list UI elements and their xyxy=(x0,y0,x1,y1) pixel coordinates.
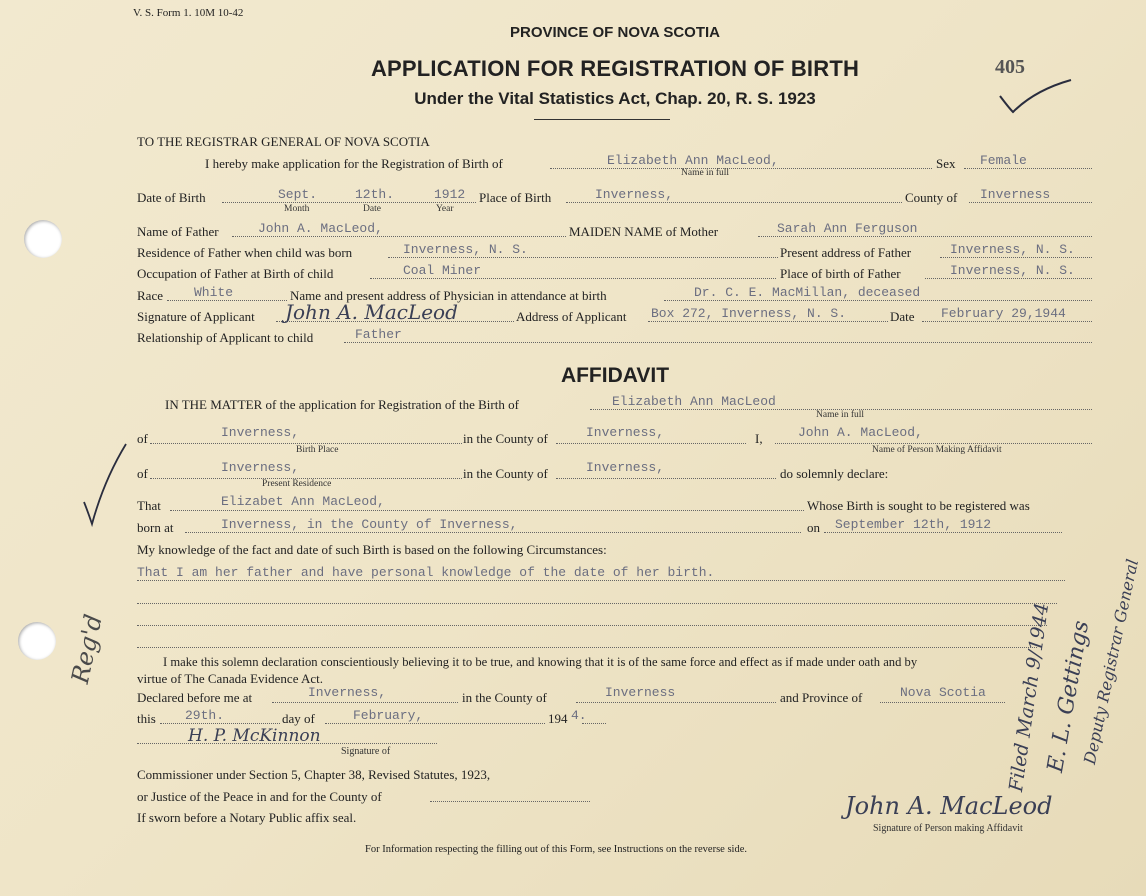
header-rule xyxy=(534,119,670,120)
form-title: APPLICATION FOR REGISTRATION OF BIRTH xyxy=(370,56,860,81)
date-caption: Date xyxy=(363,204,381,214)
notary-text: If sworn before a Notary Public affix seal. xyxy=(137,810,357,825)
province-value: Nova Scotia xyxy=(900,685,986,700)
affidavit-name-value: Elizabeth Ann MacLeod xyxy=(612,394,776,409)
child-name-value: Elizabeth Ann MacLeod, xyxy=(607,153,779,168)
month-caption: Month xyxy=(284,204,310,214)
declared-county-value: Inverness xyxy=(605,685,676,700)
physician-label: Name and present address of Physician in attendance at birth xyxy=(290,288,607,303)
sex-value: Female xyxy=(980,153,1027,168)
relationship-label: Relationship of Applicant to child xyxy=(137,330,314,345)
registered-note: Reg'd xyxy=(66,611,108,686)
form-subtitle: Under the Vital Statistics Act, Chap. 20, R. S. 1923 xyxy=(414,89,816,108)
knowledge-text: My knowledge of the fact and date of such Birth is based on the following Circumstances: xyxy=(137,542,607,557)
present-residence-caption: Present Residence xyxy=(262,479,332,489)
in-county-label-1: in the County of xyxy=(463,431,548,446)
in-county-label-2: in the County of xyxy=(463,466,548,481)
punch-hole-top xyxy=(24,220,62,258)
solemn-text-1: I make this solemn declaration conscientiously believing it to be true, and knowing that it is of the same force and effect as if made under oath and by xyxy=(163,655,918,669)
month-value: February, xyxy=(353,708,424,723)
pob-label: Place of Birth xyxy=(479,190,552,205)
present-residence-value: Inverness, xyxy=(221,460,300,475)
whose-birth-text: Whose Birth is sought to be registered was xyxy=(807,498,1030,513)
occupation-label: Occupation of Father at Birth of child xyxy=(137,266,334,281)
year-caption: Year xyxy=(436,204,454,214)
applicant-signature: John A. MacLeod xyxy=(285,300,458,324)
affiant-signature: John A. MacLeod xyxy=(845,792,1053,820)
form-number: 405 xyxy=(995,56,1025,78)
commissioner-text: Commissioner under Section 5, Chapter 38, Revised Statutes, 1923, xyxy=(137,767,491,782)
father-birthplace-value: Inverness, N. S. xyxy=(950,263,1075,278)
county-label: County of xyxy=(905,190,958,205)
of-label-2: of xyxy=(137,466,148,481)
name-in-full-caption: Name in full xyxy=(681,168,730,178)
deputy-title: Deputy Registrar General xyxy=(1080,557,1143,766)
residence-label: Residence of Father when child was born xyxy=(137,245,353,260)
commissioner-signature: H. P. McKinnon xyxy=(188,726,321,746)
affiant-caption: Name of Person Making Affidavit xyxy=(872,445,1002,455)
dob-label: Date of Birth xyxy=(137,190,206,205)
form-id: V. S. Form 1. 10M 10-42 xyxy=(133,7,244,19)
i-label: I, xyxy=(755,431,763,446)
affiant-signature-caption: Signature of Person making Affidavit xyxy=(873,823,1023,834)
county-value: Inverness xyxy=(980,187,1051,202)
filed-note: Filed March 9/1944 xyxy=(1005,601,1054,794)
declared-label: Declared before me at xyxy=(137,690,253,705)
mother-value: Sarah Ann Ferguson xyxy=(777,221,918,236)
born-at-label: born at xyxy=(137,520,174,535)
father-value: John A. MacLeod, xyxy=(258,221,383,236)
residence-value: Inverness, N. S. xyxy=(403,242,528,257)
that-name-value: Elizabet Ann MacLeod, xyxy=(221,494,385,509)
date-label: Date xyxy=(890,309,915,324)
present-address-value: Inverness, N. S. xyxy=(950,242,1075,257)
solemn-text-2: virtue of The Canada Evidence Act. xyxy=(137,671,324,686)
province-label: and Province of xyxy=(780,690,863,705)
year-prefix: 194 xyxy=(548,711,568,726)
birth-place-caption: Birth Place xyxy=(296,445,339,455)
affidavit-heading: AFFIDAVIT xyxy=(560,364,670,387)
this-label: this xyxy=(137,711,156,726)
occupation-value: Coal Miner xyxy=(403,263,482,278)
justice-text: or Justice of the Peace in and for the County of xyxy=(137,789,382,804)
year-digit-value: 4. xyxy=(571,708,587,723)
sex-label: Sex xyxy=(936,156,956,171)
physician-value: Dr. C. E. MacMillan, deceased xyxy=(694,285,921,300)
pob-value: Inverness, xyxy=(595,187,674,202)
signature-of-caption: Signature of xyxy=(341,746,391,757)
dob-date: 12th. xyxy=(355,187,395,202)
addressee: TO THE REGISTRAR GENERAL OF NOVA SCOTIA xyxy=(137,134,430,149)
in-county-label-3: in the County of xyxy=(462,690,547,705)
of-label-1: of xyxy=(137,431,148,446)
present-address-label: Present address of Father xyxy=(780,245,912,260)
affidavit-name-caption: Name in full xyxy=(816,410,865,420)
mother-label: MAIDEN NAME of Mother xyxy=(569,224,719,239)
day-value: 29th. xyxy=(185,708,225,723)
applicant-address-value: Box 272, Inverness, N. S. xyxy=(651,306,847,321)
born-on-value: September 12th, 1912 xyxy=(835,517,992,532)
signature-label: Signature of Applicant xyxy=(137,309,255,324)
checkmark-icon xyxy=(995,78,1075,118)
footer-note: For Information respecting the filling out of this Form, see Instructions on the reverse side. xyxy=(365,844,748,855)
that-label: That xyxy=(137,498,161,513)
relationship-value: Father xyxy=(355,327,402,342)
dob-month: Sept. xyxy=(278,187,318,202)
birth-place-value: Inverness, xyxy=(221,425,300,440)
dob-year: 1912 xyxy=(434,187,466,202)
declare-text: do solemnly declare: xyxy=(780,466,889,481)
checkmark-icon-left xyxy=(80,440,130,530)
born-at-value: Inverness, in the County of Inverness, xyxy=(221,517,518,532)
father-label: Name of Father xyxy=(137,224,219,239)
declared-place-value: Inverness, xyxy=(308,685,387,700)
affiant-value: John A. MacLeod, xyxy=(798,425,923,440)
matter-text: IN THE MATTER of the application for Registration of the Birth of xyxy=(165,397,519,412)
on-label: on xyxy=(807,520,820,535)
applicant-address-label: Address of Applicant xyxy=(516,309,627,324)
deputy-signature: E. L. Gettings xyxy=(1043,618,1095,775)
race-value: White xyxy=(194,285,234,300)
county1-value: Inverness, xyxy=(586,425,665,440)
punch-hole-bottom xyxy=(18,622,56,660)
intro-text: I hereby make application for the Registration of Birth of xyxy=(205,156,503,171)
date-value: February 29,1944 xyxy=(941,306,1066,321)
day-of-label: day of xyxy=(282,711,315,726)
race-label: Race xyxy=(137,288,163,303)
province-heading: PROVINCE OF NOVA SCOTIA xyxy=(509,24,720,41)
father-birthplace-label: Place of birth of Father xyxy=(780,266,901,281)
circumstances-value: That I am her father and have personal knowledge of the date of her birth. xyxy=(137,565,715,580)
county2-value: Inverness, xyxy=(586,460,665,475)
